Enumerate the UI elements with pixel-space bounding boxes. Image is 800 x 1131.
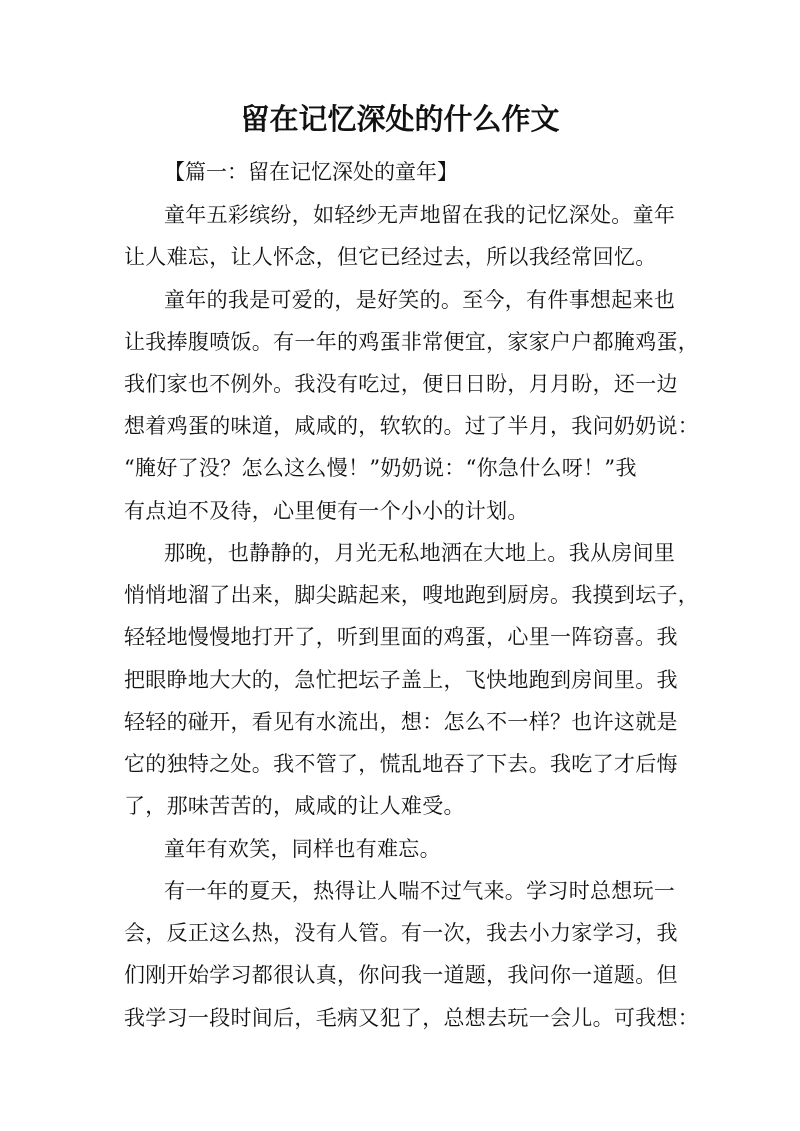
section-heading: 【篇一：留在记忆深处的童年】 — [164, 160, 458, 184]
text-line: 我们家也不例外。我没有吃过，便日日盼，月月盼，还一边 — [124, 372, 678, 396]
text-line: 悄悄地溜了出来，脚尖踮起来，嗖地跑到厨房。我摸到坛子， — [124, 583, 700, 607]
text-line: “腌好了没？怎么这么慢！”奶奶说：“你急什么呀！”我 — [124, 456, 637, 480]
text-line: 让人难忘，让人怀念，但它已经过去，所以我经常回忆。 — [124, 245, 657, 269]
text-line: 了，那味苦苦的，咸咸的让人难受。 — [124, 794, 465, 818]
text-line: 会，反正这么热，没有人管。有一次，我去小力家学习，我 — [124, 921, 678, 945]
text-line: 有点迫不及待，心里便有一个小小的计划。 — [124, 499, 529, 523]
text-line: 把眼睁地大大的，急忙把坛子盖上，飞快地跑到房间里。我 — [124, 668, 678, 692]
text-line: 童年有欢笑，同样也有难忘。 — [164, 837, 441, 861]
text-line: 我学习一段时间后，毛病又犯了，总想去玩一会儿。可我想： — [124, 1006, 700, 1030]
document-title: 留在记忆深处的什么作文 — [240, 102, 560, 136]
text-line: 轻轻地慢慢地打开了，听到里面的鸡蛋，心里一阵窃喜。我 — [124, 625, 678, 649]
text-line: 想着鸡蛋的味道，咸咸的，软软的。过了半月，我问奶奶说： — [124, 414, 700, 438]
text-line: 它的独特之处。我不管了，慌乱地吞了下去。我吃了才后悔 — [124, 752, 678, 776]
text-line: 童年五彩缤纷，如轻纱无声地留在我的记忆深处。童年 — [164, 203, 676, 227]
text-line: 那晚，也静静的，月光无私地洒在大地上。我从房间里 — [164, 541, 676, 565]
text-line: 有一年的夏天，热得让人喘不过气来。学习时总想玩一 — [164, 879, 676, 903]
text-line: 让我捧腹喷饭。有一年的鸡蛋非常便宜，家家户户都腌鸡蛋， — [124, 330, 700, 354]
text-line: 轻轻的碰开，看见有水流出，想：怎么不一样？也许这就是 — [124, 710, 678, 734]
text-line: 童年的我是可爱的，是好笑的。至今，有件事想起来也 — [164, 288, 676, 312]
text-line: 们刚开始学习都很认真，你问我一道题，我问你一道题。但 — [124, 963, 678, 987]
